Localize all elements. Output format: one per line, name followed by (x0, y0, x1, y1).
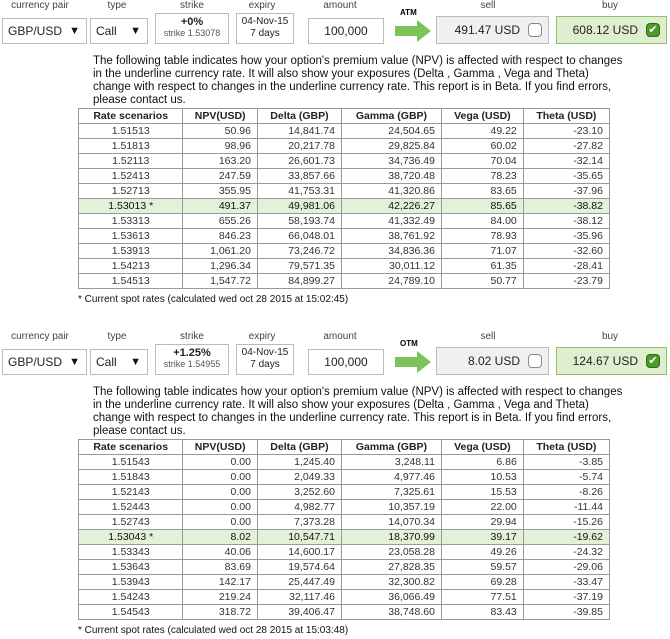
table-cell: 36,066.49 (341, 590, 441, 605)
table-cell: -37.96 (523, 184, 609, 199)
table-cell: 318.72 (183, 605, 258, 620)
table-cell: -33.47 (523, 575, 609, 590)
table-cell: 1.53343 (79, 545, 183, 560)
table-row (79, 515, 610, 530)
table-cell: 14,070.34 (341, 515, 441, 530)
column-header: Vega (USD) (441, 440, 523, 455)
table-cell: -11.44 (523, 500, 609, 515)
sell-button[interactable] (436, 347, 549, 375)
table-cell: -39.85 (523, 605, 609, 620)
column-header: Vega (USD) (441, 109, 523, 124)
currency-pair-label: currency pair (11, 0, 69, 11)
column-header: Theta (USD) (523, 109, 609, 124)
description-text: The following table indicates how your option's premium value (NPV) is affected with respect to changes in the underline currency rate. It will also show your exposures (Delta , Gamma , Vega and Theta) change with respect to changes in the underline currency rate. This report is in Beta. If you find errors, please contact us. (93, 55, 623, 106)
table-cell: 38,748.60 (341, 605, 441, 620)
table-cell: 1.53913 (79, 244, 183, 259)
footnote: * Current spot rates (calculated wed oct 28 2015 at 15:02:45) (78, 294, 349, 305)
table-cell: -35.65 (523, 169, 609, 184)
sell-label: sell (480, 0, 496, 11)
table-cell: 83.65 (441, 184, 523, 199)
table-cell: 18,370.99 (341, 530, 441, 545)
type-value: Call (96, 24, 117, 38)
table-cell: -38.82 (523, 199, 609, 214)
currency-pair-value: GBP/USD (8, 355, 63, 369)
arrow-right-icon (395, 351, 431, 373)
table-cell: 24,789.10 (341, 274, 441, 289)
table-cell: 73,246.72 (257, 244, 341, 259)
table-cell: 163.20 (183, 154, 258, 169)
table-cell: -5.74 (523, 470, 609, 485)
table-row (79, 184, 610, 199)
table-cell: 84,899.27 (257, 274, 341, 289)
table-cell: 69.28 (441, 575, 523, 590)
chevron-down-icon: ▼ (69, 356, 80, 368)
table-cell: 1.53613 (79, 229, 183, 244)
table-cell: 38,720.48 (341, 169, 441, 184)
chevron-down-icon: ▼ (69, 25, 80, 37)
table-cell: -23.79 (523, 274, 609, 289)
table-row (79, 244, 610, 259)
table-cell: 85.65 (441, 199, 523, 214)
table-cell: 20,217.78 (257, 139, 341, 154)
column-header: Rate scenarios (79, 440, 183, 455)
table-cell: 61.35 (441, 259, 523, 274)
table-cell: 49.22 (441, 124, 523, 139)
table-cell: 10,547.71 (257, 530, 341, 545)
table-row (79, 500, 610, 515)
sell-button[interactable] (436, 16, 549, 44)
table-cell: 846.23 (183, 229, 258, 244)
buy-button[interactable] (556, 347, 667, 375)
table-cell: 0.00 (183, 515, 258, 530)
amount-input[interactable]: 100,000 (308, 18, 384, 44)
type-value: Call (96, 355, 117, 369)
table-row (79, 575, 610, 590)
table-cell: 0.00 (183, 485, 258, 500)
table-cell: 14,600.17 (257, 545, 341, 560)
type-label: type (107, 0, 127, 11)
type-select[interactable] (90, 18, 148, 44)
type-label: type (107, 331, 127, 342)
strike-field[interactable] (155, 13, 229, 44)
chevron-down-icon: ▼ (130, 25, 141, 37)
expiry-field[interactable] (236, 13, 294, 44)
table-cell: 77.51 (441, 590, 523, 605)
table-cell: -27.82 (523, 139, 609, 154)
table-cell: 15.53 (441, 485, 523, 500)
table-cell: 78.93 (441, 229, 523, 244)
table-row (79, 169, 610, 184)
table-cell: 39.17 (441, 530, 523, 545)
table-cell: 78.23 (441, 169, 523, 184)
strike-percent: +1.25% (173, 347, 211, 359)
table-cell: -37.19 (523, 590, 609, 605)
table-cell: 4,977.46 (341, 470, 441, 485)
table-cell: 25,447.49 (257, 575, 341, 590)
table-cell: 0.00 (183, 500, 258, 515)
expiry-label: expiry (248, 331, 276, 342)
rate-scenarios-table (78, 108, 610, 289)
table-cell: 24,504.65 (341, 124, 441, 139)
table-cell: 1.52443 (79, 500, 183, 515)
currency-pair-value: GBP/USD (8, 24, 63, 38)
table-cell: 655.26 (183, 214, 258, 229)
table-cell: 29.94 (441, 515, 523, 530)
chevron-down-icon: ▼ (130, 356, 141, 368)
description-text: The following table indicates how your option's premium value (NPV) is affected with respect to changes in the underline currency rate. It will also show your exposures (Delta , Gamma , Vega and Theta) change with respect to changes in the underline currency rate. This report is in Beta. If you find errors, please contact us. (93, 386, 623, 437)
amount-label: amount (323, 331, 357, 342)
table-cell: 34,736.49 (341, 154, 441, 169)
column-header: NPV(USD) (183, 440, 258, 455)
table-cell: 1,547.72 (183, 274, 258, 289)
table-cell: 49.26 (441, 545, 523, 560)
table-cell: 7,373.28 (257, 515, 341, 530)
table-cell: 30,011.12 (341, 259, 441, 274)
rate-scenarios-table (78, 439, 610, 620)
moneyness-label: ATM (400, 8, 417, 17)
table-cell: 19,574.64 (257, 560, 341, 575)
table-cell: 219.24 (183, 590, 258, 605)
table-header-row (79, 109, 610, 124)
currency-pair-label: currency pair (11, 331, 69, 342)
buy-label: buy (601, 0, 619, 11)
column-header: Gamma (GBP) (341, 440, 441, 455)
table-cell: 2,049.33 (257, 470, 341, 485)
table-cell: -15.26 (523, 515, 609, 530)
table-cell: 40.06 (183, 545, 258, 560)
table-cell: 50.96 (183, 124, 258, 139)
table-cell: 10,357.19 (341, 500, 441, 515)
table-cell: 1.51813 (79, 139, 183, 154)
table-row (79, 199, 610, 214)
table-cell: 29,825.84 (341, 139, 441, 154)
table-cell: -29.06 (523, 560, 609, 575)
column-header: Delta (GBP) (257, 109, 341, 124)
expiry-days: 7 days (250, 28, 280, 39)
table-cell: 3,248.11 (341, 455, 441, 470)
table-cell: 8.02 (183, 530, 258, 545)
table-cell: 39,406.47 (257, 605, 341, 620)
table-row (79, 139, 610, 154)
table-cell: 10.53 (441, 470, 523, 485)
table-row (79, 470, 610, 485)
table-cell: 42,226.27 (341, 199, 441, 214)
table-row (79, 590, 610, 605)
checkbox-icon[interactable] (528, 23, 542, 37)
table-cell: -32.60 (523, 244, 609, 259)
table-cell: 1,245.40 (257, 455, 341, 470)
table-header-row (79, 440, 610, 455)
table-cell: 38,761.92 (341, 229, 441, 244)
table-cell: 0.00 (183, 470, 258, 485)
table-cell: -38.12 (523, 214, 609, 229)
arrow-right-icon (395, 20, 431, 42)
table-row (79, 455, 610, 470)
checkbox-icon[interactable] (528, 354, 542, 368)
sell-price: 8.02 USD (467, 354, 520, 368)
table-cell: -35.96 (523, 229, 609, 244)
table-cell: 491.37 (183, 199, 258, 214)
expiry-field[interactable] (236, 344, 294, 375)
table-row (79, 229, 610, 244)
type-select[interactable] (90, 349, 148, 375)
buy-label: buy (601, 331, 619, 342)
table-row (79, 560, 610, 575)
strike-percent: +0% (180, 16, 204, 28)
table-cell: 355.95 (183, 184, 258, 199)
column-header: Rate scenarios (79, 109, 183, 124)
expiry-date: 04-Nov-15 (241, 16, 289, 27)
table-cell: 49,981.06 (257, 199, 341, 214)
table-cell: -28.41 (523, 259, 609, 274)
table-cell: 4,982.77 (257, 500, 341, 515)
buy-price: 608.12 USD (572, 23, 638, 37)
table-cell: 98.96 (183, 139, 258, 154)
table-cell: 6.86 (441, 455, 523, 470)
moneyness-label: OTM (400, 339, 418, 348)
table-cell: -23.10 (523, 124, 609, 139)
table-cell: -32.14 (523, 154, 609, 169)
table-cell: 22.00 (441, 500, 523, 515)
table-cell: 32,300.82 (341, 575, 441, 590)
table-cell: 26,601.73 (257, 154, 341, 169)
table-cell: 14,841.74 (257, 124, 341, 139)
table-cell: 247.59 (183, 169, 258, 184)
checkmark-icon[interactable]: ✔ (646, 354, 660, 368)
column-header: Gamma (GBP) (341, 109, 441, 124)
amount-label: amount (323, 0, 357, 11)
table-cell: 1.52743 (79, 515, 183, 530)
expiry-days: 7 days (250, 359, 280, 370)
table-cell: 1.52143 (79, 485, 183, 500)
table-cell: 1.51543 (79, 455, 183, 470)
strike-label: strike (180, 0, 204, 11)
table-cell: -24.32 (523, 545, 609, 560)
checkmark-icon[interactable]: ✔ (646, 23, 660, 37)
table-row (79, 154, 610, 169)
strike-value: strike 1.53078 (163, 28, 221, 38)
table-cell: 1.54243 (79, 590, 183, 605)
sell-price: 491.47 USD (454, 23, 520, 37)
table-row (79, 485, 610, 500)
table-cell: 1.52713 (79, 184, 183, 199)
table-row (79, 274, 610, 289)
buy-button[interactable] (556, 16, 667, 44)
table-cell: 3,252.60 (257, 485, 341, 500)
table-cell: 33,857.66 (257, 169, 341, 184)
table-cell: 66,048.01 (257, 229, 341, 244)
table-cell: 70.04 (441, 154, 523, 169)
strike-field[interactable] (155, 344, 229, 375)
table-cell: -3.85 (523, 455, 609, 470)
table-cell: 71.07 (441, 244, 523, 259)
table-row (79, 545, 610, 560)
table-cell: -19.62 (523, 530, 609, 545)
table-cell: 32,117.46 (257, 590, 341, 605)
table-cell: 1.53313 (79, 214, 183, 229)
table-cell: 1.52413 (79, 169, 183, 184)
strike-label: strike (180, 331, 204, 342)
table-cell: 0.00 (183, 455, 258, 470)
strike-value: strike 1.54955 (163, 359, 221, 369)
table-cell: -8.26 (523, 485, 609, 500)
table-cell: 23,058.28 (341, 545, 441, 560)
table-cell: 58,193.74 (257, 214, 341, 229)
table-cell: 41,320.86 (341, 184, 441, 199)
footnote: * Current spot rates (calculated wed oct 28 2015 at 15:03:48) (78, 625, 349, 636)
amount-input[interactable]: 100,000 (308, 349, 384, 375)
table-row (79, 259, 610, 274)
table-cell: 1.53643 (79, 560, 183, 575)
expiry-label: expiry (248, 0, 276, 11)
sell-label: sell (480, 331, 496, 342)
table-cell: 84.00 (441, 214, 523, 229)
table-cell: 83.43 (441, 605, 523, 620)
table-cell: 79,571.35 (257, 259, 341, 274)
table-cell: 27,828.35 (341, 560, 441, 575)
table-cell: 50.77 (441, 274, 523, 289)
table-cell: 7,325.61 (341, 485, 441, 500)
table-cell: 41,753.31 (257, 184, 341, 199)
table-cell: 142.17 (183, 575, 258, 590)
table-cell: 1,061.20 (183, 244, 258, 259)
expiry-date: 04-Nov-15 (241, 347, 289, 358)
table-cell: 83.69 (183, 560, 258, 575)
table-cell: 1.53943 (79, 575, 183, 590)
table-cell: 1.52113 (79, 154, 183, 169)
buy-price: 124.67 USD (572, 354, 638, 368)
column-header: Theta (USD) (523, 440, 609, 455)
table-cell: 60.02 (441, 139, 523, 154)
table-cell: 59.57 (441, 560, 523, 575)
currency-pair-select[interactable] (2, 18, 87, 44)
table-row (79, 214, 610, 229)
column-header: Delta (GBP) (257, 440, 341, 455)
table-cell: 1.54513 (79, 274, 183, 289)
table-cell: 34,836.36 (341, 244, 441, 259)
currency-pair-select[interactable] (2, 349, 87, 375)
table-row (79, 124, 610, 139)
table-cell: 1.54543 (79, 605, 183, 620)
table-cell: 1,296.34 (183, 259, 258, 274)
table-cell: 1.51513 (79, 124, 183, 139)
table-row (79, 605, 610, 620)
table-cell: 1.51843 (79, 470, 183, 485)
table-cell: 1.54213 (79, 259, 183, 274)
column-header: NPV(USD) (183, 109, 258, 124)
table-cell: 41,332.49 (341, 214, 441, 229)
table-cell: 1.53013 * (79, 199, 183, 214)
table-row (79, 530, 610, 545)
table-cell: 1.53043 * (79, 530, 183, 545)
